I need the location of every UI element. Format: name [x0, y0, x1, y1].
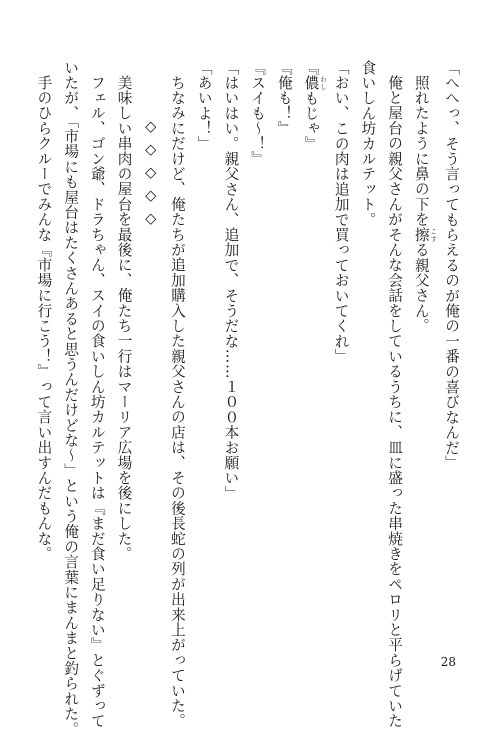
ruby-annotation — [302, 75, 327, 91]
text-line: 手のひらクルーでみんな『市場に行こう！』って言い出すんだもんな。 — [35, 74, 53, 561]
ruby-base: 擦 — [412, 226, 430, 242]
text-line: 「はいはい。親父さん、追加で、そうだな……１００本お願い」 — [222, 60, 240, 501]
ruby-base: 儂 — [302, 75, 320, 91]
text-line: いたが、「市場にも屋台はたくさんあると思うんだけどな〜」という俺の言葉にまんまと釣られた。 — [62, 60, 80, 737]
ruby-annotation — [412, 226, 438, 242]
text-line: 食いしん坊カルテット。 — [359, 60, 377, 228]
text-segment: る親父さん。 — [412, 241, 430, 333]
text-segment: 照れたように鼻の下を — [412, 74, 430, 227]
text-line — [407, 60, 437, 660]
text-segment: もじゃ』 — [302, 90, 320, 152]
text-line: ちなみにだけど、俺たちが追加購入した親父さんの店は、その後長蛇の列が出来上がっていた。 — [168, 74, 186, 729]
text-line: フェル、ゴン爺、ドラちゃん、スイの食いしん坊カルテットは『まだ食い足りない』とぐずって — [88, 74, 106, 729]
ruby-text: こす — [429, 226, 438, 242]
section-break: ◇◇◇◇◇ — [142, 118, 160, 234]
page-number: 28 — [440, 655, 456, 669]
text-line: 「あいよ！」 — [195, 60, 213, 152]
text-line — [297, 60, 327, 660]
text-line: 「おい、この肉は追加で買っておいてくれ」 — [332, 60, 350, 364]
text-line: 『スイも〜！』 — [249, 60, 267, 167]
text-line: 美味しい串肉の屋台を最後に、俺たち一行はマーリア広場を後にした。 — [115, 74, 133, 561]
text-line: 俺と屋台の親父さんがそんな会話をしているうちに、皿に盛った串焼きをペロリと平らげていた — [386, 74, 404, 729]
text-line: 『俺も！』 — [275, 60, 293, 136]
ruby-text: わし — [318, 75, 327, 91]
text-segment: 『 — [302, 60, 320, 76]
text-line: 「へへっ、そう言ってもらえるのが俺の一番の喜びなんだ」 — [443, 60, 460, 471]
